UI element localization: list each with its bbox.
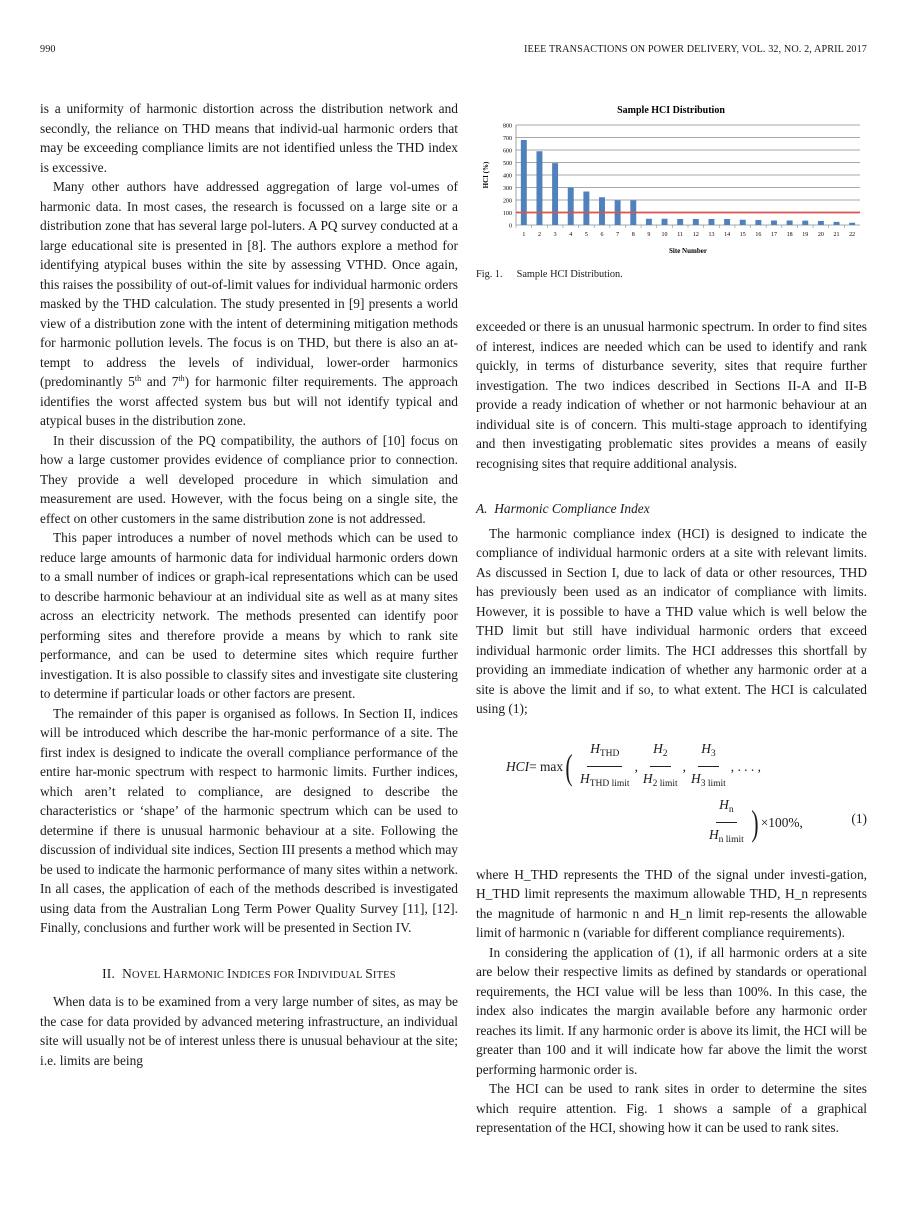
bar-chart bbox=[476, 99, 867, 259]
paragraph: In considering the application of (1), if all harmonic orders at a site are below their respective limits as defined by standards or operational requirements, the HCI value will be less than 100%. In this case, the index also indicates the margin available before any harmonic order reaches its limit. If any harmonic order is above its limit, the HCI will be greater than 100 and it will indicate how far above the limit the worst performing harmonic order is. bbox=[476, 944, 867, 1077]
svg-text:Sample HCI Distribution: Sample HCI Distribution bbox=[617, 105, 725, 116]
page-number: 990 bbox=[40, 44, 56, 55]
svg-text:600: 600 bbox=[503, 148, 512, 155]
figure-hci-chart bbox=[476, 99, 867, 259]
svg-text:Site Number: Site Number bbox=[669, 247, 707, 255]
equation-1: HCI = max ( $\frac{H_{THD}}{H_{THD limit}}$ , $\frac{H_2}{H_{2 limit}}$ , $\frac{H_3}{H_{3 limit}}$ , . . . , $\frac{H_n}{H_{n limit}}$ ) ×100%, (1) bbox=[506, 740, 867, 845]
svg-text:0: 0 bbox=[509, 223, 512, 230]
svg-text:15: 15 bbox=[739, 232, 746, 238]
svg-text:500: 500 bbox=[503, 161, 512, 167]
svg-text:2: 2 bbox=[537, 232, 541, 238]
svg-text:9: 9 bbox=[647, 232, 651, 238]
svg-text:21: 21 bbox=[833, 232, 840, 238]
svg-text:20: 20 bbox=[817, 232, 824, 238]
svg-text:16: 16 bbox=[755, 232, 762, 238]
paragraph: When data is to be examined from a very large number of sites, as may be the case for data provided by advanced metering infrastructure, an individual site will usually not be of interest unless there is unusual behaviour at the site; i.e. limits are being bbox=[40, 994, 458, 1068]
right-column bbox=[476, 317, 867, 1138]
svg-text:4: 4 bbox=[569, 232, 573, 238]
equation-number: (1) bbox=[851, 810, 867, 826]
svg-text:8: 8 bbox=[631, 232, 635, 238]
svg-text:14: 14 bbox=[724, 232, 731, 238]
paragraph: where H_THD represents the THD of the signal under investi-gation, H_THD limit represents the maximum allowable THD, H_n represents the magnitude of harmonic n and H_n limit rep-resents the allowable limit of harmonic n (variable for different compliance requirements). bbox=[476, 866, 867, 940]
journal-title: IEEE TRANSACTIONS ON POWER DELIVERY, VOL. 32, NO. 2, APRIL 2017 bbox=[524, 44, 867, 55]
svg-text:400: 400 bbox=[503, 173, 512, 180]
section-heading: II. NOVEL HARMONIC INDICES FOR INDIVIDUAL SITES bbox=[102, 965, 396, 981]
svg-text:17: 17 bbox=[771, 232, 777, 238]
svg-text:6: 6 bbox=[600, 232, 604, 238]
svg-text:1: 1 bbox=[522, 232, 526, 238]
svg-text:HCI (%): HCI (%) bbox=[482, 161, 490, 189]
paragraph: In their discussion of the PQ compatibility, the authors of [10] focus on how a large customer provides evidence of compliance prior to connection. They provide a well developed procedure in which simulation and measurement are used. However, with the focus being on a single site, the effect on other customers in the same distribution zone is not addressed. bbox=[40, 432, 458, 526]
svg-text:3: 3 bbox=[553, 232, 557, 238]
paragraph: The HCI can be used to rank sites in order to determine the sites which require attention. Fig. 1 shows a sample of a graphical representation of the HCI, showing how it can be used to rank sites. bbox=[476, 1081, 867, 1135]
paragraph: The harmonic compliance index (HCI) is designed to indicate the compliance of individual harmonic orders at a site with relevant limits. As discussed in Section I, due to lack of data or other resources, THD has previously been used as an indicator of compliance with limits. However, it is possible to have a THD value which is well below the THD limit but still have individual harmonic orders that exceed individual harmonic order limits. The HCI addresses this shortfall by providing an immediate indication of whether any harmonic order at a site is above the limit and if so, to what extent. The HCI is calculated using (1); bbox=[476, 525, 867, 716]
svg-text:300: 300 bbox=[503, 186, 512, 192]
svg-text:10: 10 bbox=[661, 232, 668, 238]
figure-caption: Fig. 1. Sample HCI Distribution. bbox=[476, 269, 623, 280]
svg-text:5: 5 bbox=[584, 232, 588, 238]
paragraph: The remainder of this paper is organised as follows. In Section II, indices will be introduced which describe the har-monic performance of a site. The first index is designed to indicate the overall compliance performance of the entire har-monic spectrum with respect to harmonic limits. Further indices, which aren’t related to compliance, are designed to describe the characteristics or ‘shape’ of the harmonic spectrum which can be used to determine if there is unusual harmonic behaviour at a site. Following the discussion of individual site indices, Section III presents a method which may be used to indicate the harmonic performance of many sites within a network. In all cases, the application of each of the methods described is investigated using data from the Australian Long Term Power Quality Survey [11], [12]. Finally, conclusions and further work will be presented in Section IV. bbox=[40, 705, 458, 935]
svg-text:12: 12 bbox=[692, 232, 699, 238]
left-column bbox=[40, 99, 458, 1070]
svg-text:800: 800 bbox=[503, 123, 512, 130]
svg-text:700: 700 bbox=[503, 136, 512, 142]
subsection-heading: A. Harmonic Compliance Index bbox=[476, 501, 650, 516]
svg-text:22: 22 bbox=[849, 232, 856, 238]
paragraph: is a uniformity of harmonic distortion across the distribution network and secondly, the reliance on THD means that individ-ual harmonic orders that may be exceeding compliance limits are not identified unless the THD index is excessive. bbox=[40, 101, 458, 175]
svg-text:18: 18 bbox=[786, 232, 793, 238]
svg-text:100: 100 bbox=[503, 211, 512, 217]
paragraph: Many other authors have addressed aggregation of large vol-umes of harmonic data. In most cases, the research is focussed on a large site or a distribution zone that has several large pol-luters. A PQ survey conducted at a large educational site is presented in [8]. The authors explore a method for identifying atypical buses within the site by assessing VTHD. Once again, this raises the possibility of out-of-limit values for individual harmonic orders masked by the THD calculation. The study presented in [9] presents a world view of a distribution zone with the intent of determining mitigation methods for harmonic pollution levels. The focus is on THD, but there is also an at-tempt to address the levels of individual, lower-order harmonics (predominantly 5th and 7th) for harmonic filter requirements. The approach identifies the worst affected system bus but will not identify typical and atypical buses in the distribution zone. bbox=[40, 179, 458, 428]
svg-text:7: 7 bbox=[616, 232, 620, 238]
svg-text:200: 200 bbox=[503, 198, 512, 205]
paragraph: This paper introduces a number of novel methods which can be used to reduce large amounts of harmonic data for individual harmonic orders down to a small number of indices or graph-ical representations which can be used to describe harmonic behaviour at an individual site as well as at many sites across an electricity network. The methods presented can identify poor performing sites and therefore provide a means by which to rank site performance, and can be used to determine sites which require further investigation. It is also possible to classify sites and investigate site clustering to determine if particular loads or other factors are present. bbox=[40, 530, 458, 701]
svg-text:13: 13 bbox=[708, 232, 715, 238]
running-header bbox=[40, 44, 867, 58]
paragraph: exceeded or there is an unusual harmonic spectrum. In order to find sites of interest, indices are needed which can be used to identify and rank quickly, in terms of disturbance severity, sites that require further investigation. The two indices described in Sections II-A and II-B provide a ready indication of whether or not harmonic behaviour at an individual site is of concern. This multi-stage approach to identifying and then investigating problematic sites provides a means of easily recognising sites that require additional analysis. bbox=[476, 319, 867, 471]
svg-text:11: 11 bbox=[677, 232, 684, 238]
svg-text:19: 19 bbox=[802, 232, 809, 238]
